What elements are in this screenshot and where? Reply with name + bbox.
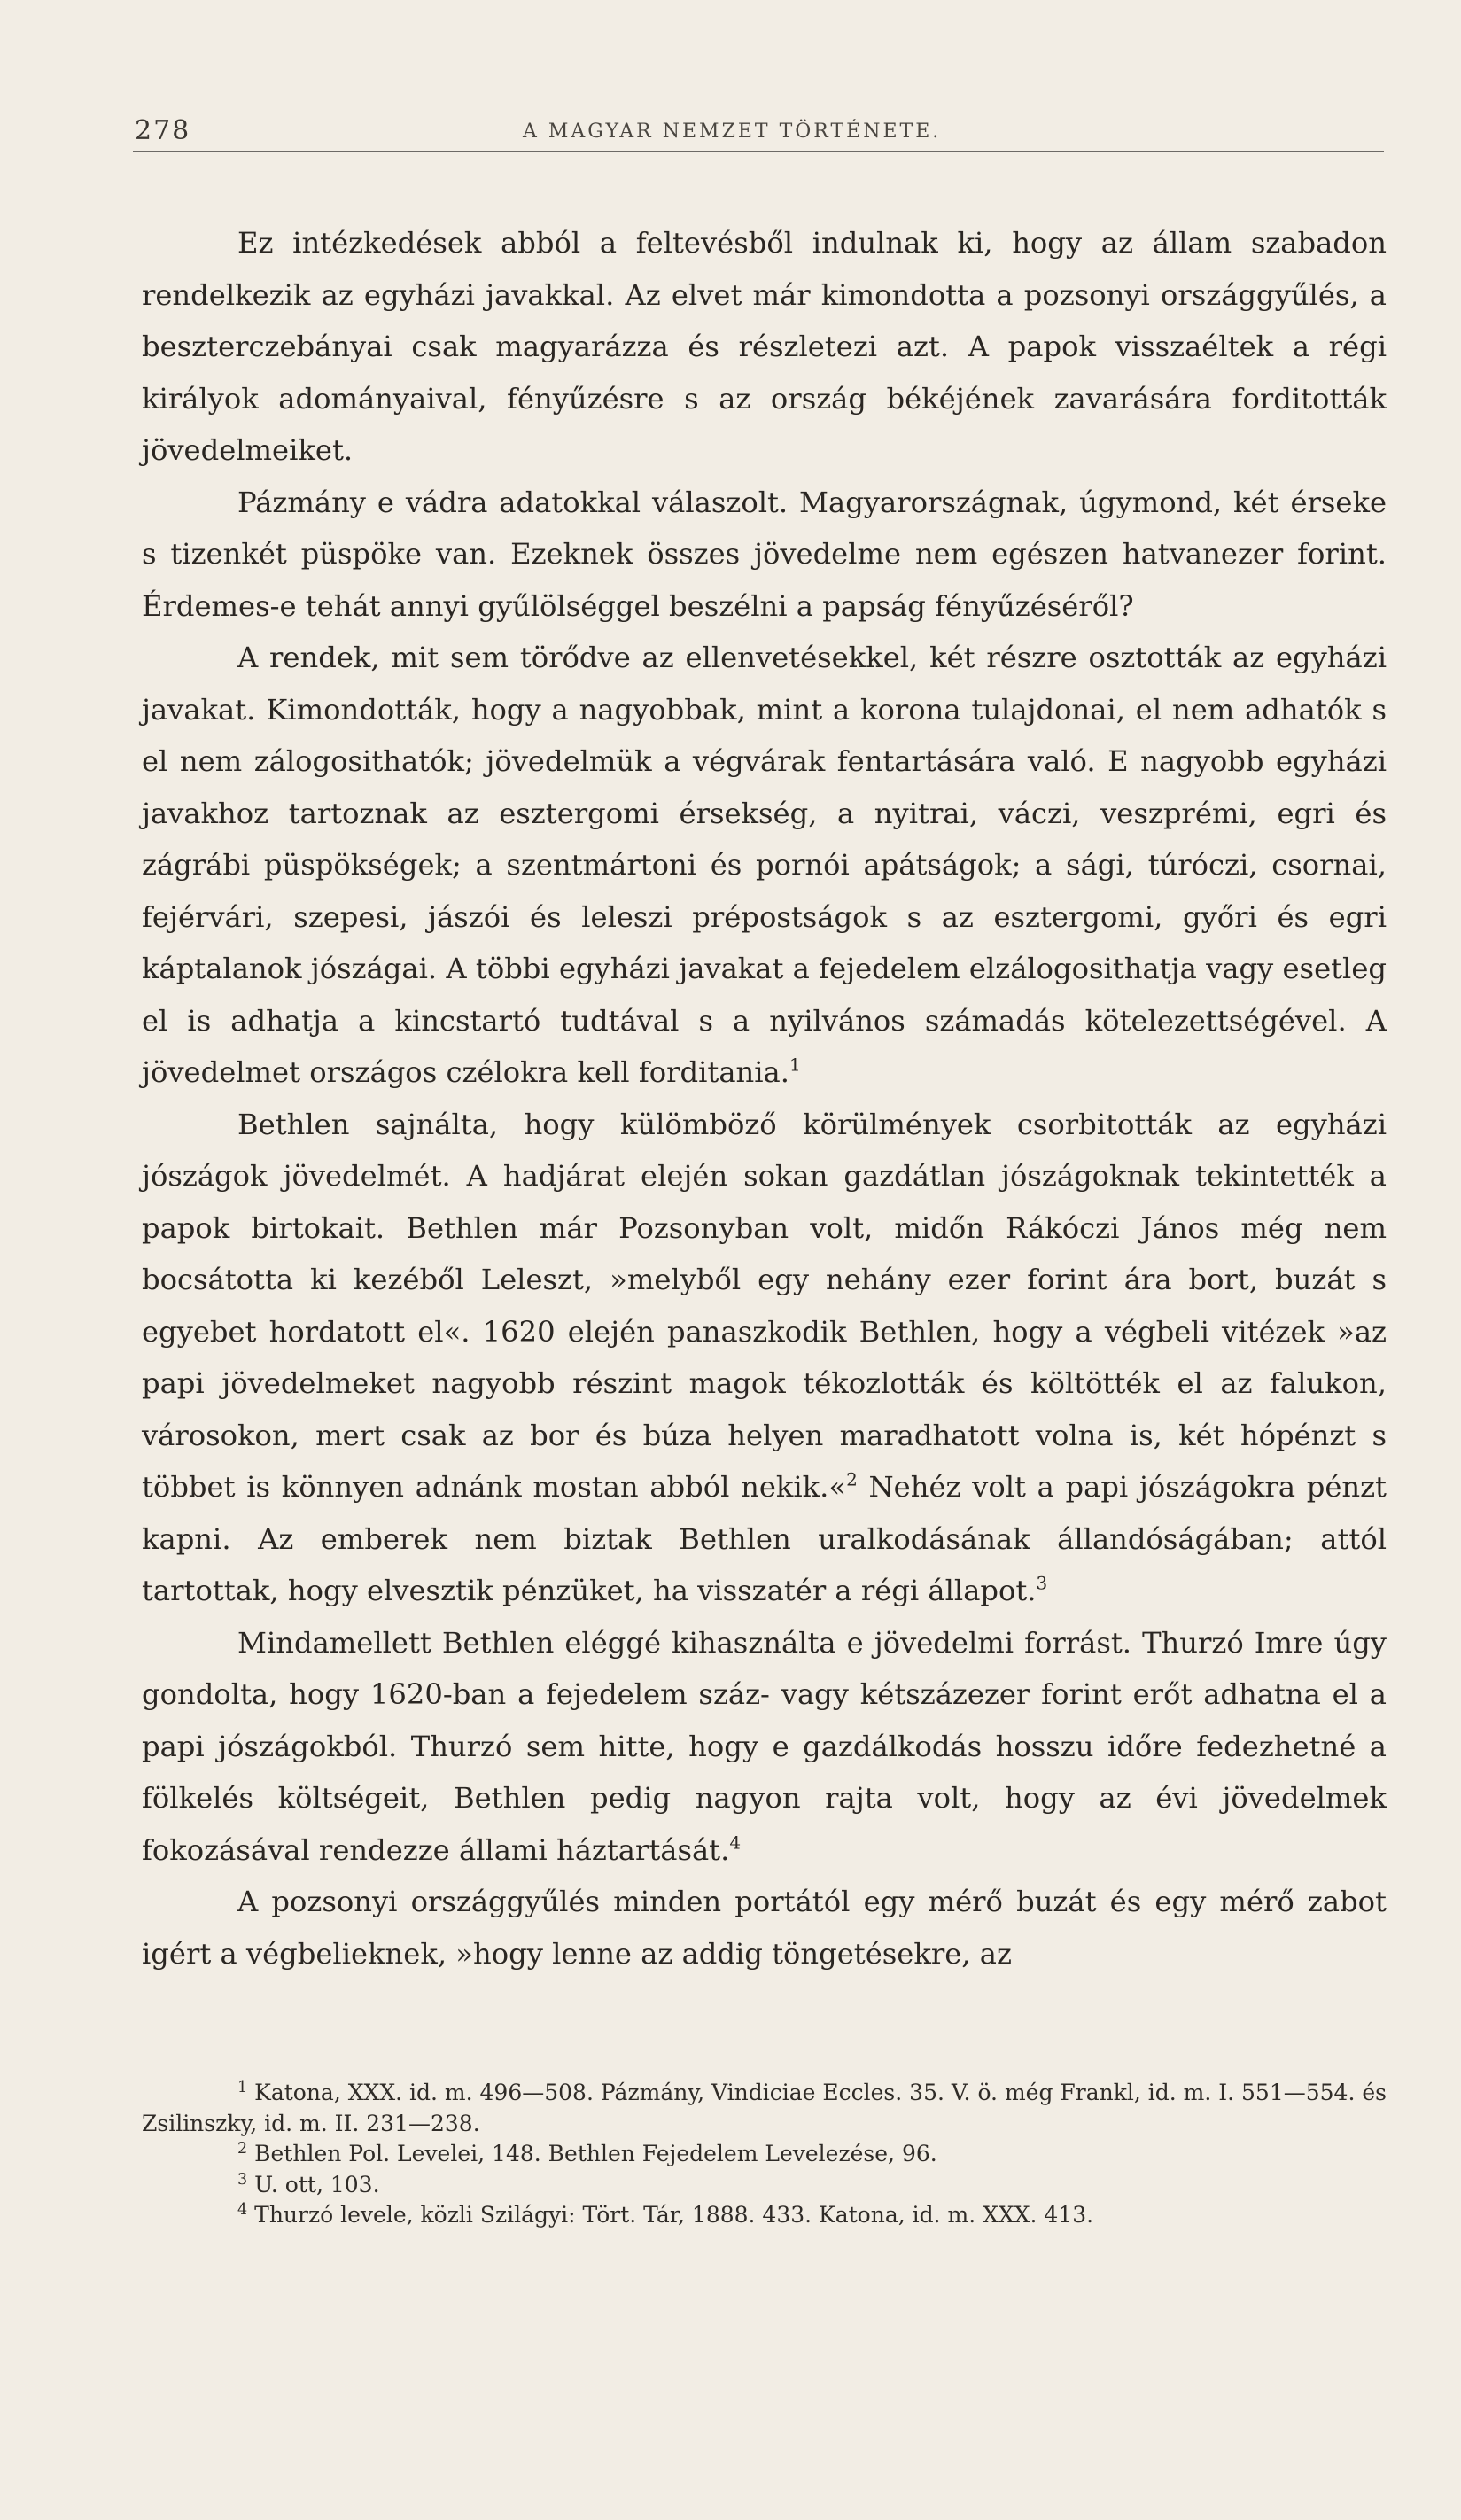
paragraph [142, 217, 1387, 477]
paragraph-text: Pázmány e vádra adatokkal válaszolt. Magyarországnak, úgymond, két érseke s tizenkét püspöke van. Ezeknek összes jövedelme nem egészen hatvanezer forint. Érdemes-e tehát annyi gyűlölséggel beszélni a papság fényűzéséről? [142, 485, 1387, 623]
footnote-mark: 1 [237, 2079, 248, 2097]
footnote-text: Bethlen Pol. Levelei, 148. Bethlen Fejedelem Levelezése, 96. [254, 2141, 937, 2166]
body-text [142, 217, 1387, 1979]
paragraph-text: Bethlen sajnálta, hogy külömböző körülmények csorbitották az egyházi jószágok jövedelmét. A hadjárat elején sokan gazdátlan jószágoknak tekintették a papok birtokait. Bethlen már Pozsonyban volt, midőn Rákóczi János még nem bocsátotta ki kezéből Leleszt, »melyből egy nehány ezer forint ára bort, buzát s egyebet hordatott el«. 1620 elején panaszkodik Bethlen, hogy a végbeli vitézek »az papi jövedelmeket nagyobb részint magok tékozlották és költötték el az falukon, városokon, mert csak az bor és búza helyen maradhatott volna is, két hópénzt s többet is könnyen adnánk mostan abból nekik.« [142, 1107, 1387, 1504]
paragraph-text: Ez intézkedések abból a feltevésből indulnak ki, hogy az állam szabadon rendelkezik az egyházi javakkal. Az elvet már kimondotta a pozsonyi országgyűlés, a beszterczebányai csak magyarázza és részletezi azt. A papok visszaéltek a régi királyok adományaival, fényűzésre s az ország békéjének zavarására forditották jövedelmeiket. [142, 226, 1387, 467]
footnote-mark: 4 [237, 2201, 248, 2220]
paragraph-text: A rendek, mit sem törődve az ellenvetésekkel, két részre osztották az egyházi javakat. Kimondották, hogy a nagyobbak, mint a korona tulajdonai, el nem adhatók s el nem zálogosithatók; jövedelmük a végvárak fentartására való. E nagyobb egyházi javakhoz tartoznak az esztergomi érsekség, a nyitrai, váczi, veszprémi, egri és zágrábi püspökségek; a szentmártoni és pornói apátságok; a sági, túróczi, csornai, fejérvári, szepesi, jászói és leleszi prépostságok s az esztergomi, győri és egri káptalanok jószágai. A többi egyházi javakat a fejedelem elzálogosithatja vagy esetleg el is adhatja a kincstartó tudtával s a nyilvános számadás kötelezettségével. A jövedelmet országos czélokra kell forditania. [142, 641, 1387, 1089]
paragraph [142, 1099, 1387, 1617]
running-header [133, 115, 1384, 152]
footnote [142, 2078, 1387, 2139]
paragraph [142, 1617, 1387, 1877]
footnote-reference: 4 [729, 1832, 742, 1854]
paragraph [142, 632, 1387, 1099]
footnote-text: Katona, XXX. id. m. 496—508. Pázmány, Vindiciae Eccles. 35. V. ö. még Frankl, id. m. I. 551—554. és Zsilinszky, id. m. II. 231—238. [142, 2080, 1387, 2136]
footnote-mark: 2 [237, 2140, 248, 2158]
footnote-reference: 3 [1036, 1572, 1048, 1594]
footnote [142, 2200, 1387, 2231]
paragraph [142, 1876, 1387, 1979]
running-title: A MAGYAR NEMZET TÖRTÉNETE. [523, 121, 942, 143]
footnote-reference: 1 [789, 1054, 801, 1076]
paragraph [142, 477, 1387, 633]
page-number: 278 [135, 115, 191, 146]
footnote [142, 2139, 1387, 2170]
footnote [142, 2170, 1387, 2201]
footnotes [142, 2078, 1387, 2231]
paragraph-text-continued: Nehéz volt a papi jószágokra pénzt kapni. Az emberek nem biztak Bethlen uralkodásának állandóságában; attól tartottak, hogy elvesztik pénzüket, ha visszatér a régi állapot. [142, 1470, 1387, 1607]
footnote-text: Thurzó levele, közli Szilágyi: Tört. Tár, 1888. 433. Katona, id. m. XXX. 413. [254, 2202, 1094, 2228]
footnote-text: U. ott, 103. [254, 2171, 380, 2197]
paragraph-text: A pozsonyi országgyűlés minden portától egy mérő buzát és egy mérő zabot igért a végbelieknek, »hogy lenne az addig töngetésekre, az [142, 1885, 1387, 1971]
footnote-reference: 2 [846, 1468, 858, 1490]
paragraph-text: Mindamellett Bethlen eléggé kihasználta e jövedelmi forrást. Thurzó Imre úgy gondolta, hogy 1620-ban a fejedelem száz- vagy kétszázezer forint erőt adhatna el a papi jószágokból. Thurzó sem hitte, hogy e gazdálkodás hosszu időre fedezhetné a fölkelés költségeit, Bethlen pedig nagyon rajta volt, hogy az évi jövedelmek fokozásával rendezze állami háztartását. [142, 1625, 1387, 1867]
footnote-mark: 3 [237, 2170, 248, 2189]
